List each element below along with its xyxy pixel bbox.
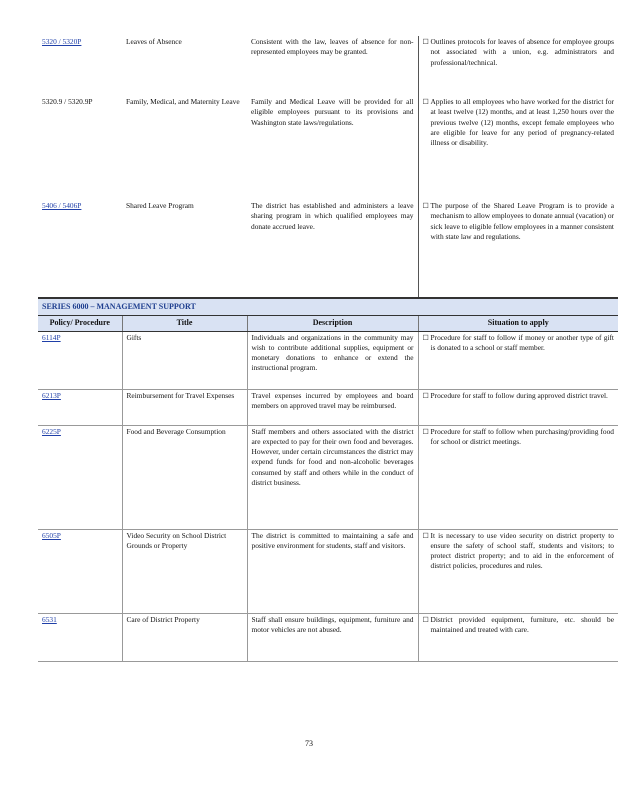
document-page xyxy=(38,36,618,662)
policy-situation: District provided equipment, furniture, etc. should be maintained and treated with care. xyxy=(430,614,614,634)
policy-title: Video Security on School District Grounds or Property xyxy=(122,529,247,613)
checkbox-bullet-icon: ☐ xyxy=(422,333,429,342)
policy-link[interactable]: 6225P xyxy=(42,426,61,436)
table-row xyxy=(38,200,618,298)
page-number: 73 xyxy=(305,739,313,748)
policy-description: Travel expenses incurred by employees and board members on approved travel may be reimbursed. xyxy=(247,389,418,425)
header-policy: Policy/ Procedure xyxy=(38,316,122,331)
policy-link[interactable]: 5406 / 5406P xyxy=(42,201,82,210)
checkbox-bullet-icon: ☐ xyxy=(422,98,429,106)
table-row xyxy=(38,389,618,425)
policy-situation: Procedure for staff to follow during approved district travel. xyxy=(430,390,608,400)
policy-description: Staff members and others associated with the district are expected to pay for their own food and beverages. However, under certain circumstances the district may expend funds for food and non-alcoholic beverages consumed by staff and others while in the conduct of district business. xyxy=(247,425,418,529)
checkbox-bullet-icon: ☐ xyxy=(422,531,429,540)
policy-link[interactable]: 6505P xyxy=(42,530,61,540)
policy-link[interactable]: 6213P xyxy=(42,390,61,400)
policy-situation: Outlines protocols for leaves of absence for employee groups not associated with a union, e.g. administrators and professional/technical. xyxy=(430,37,614,67)
policy-description: The district has established and administers a leave sharing program in which qualified employees may donate accrued leave. xyxy=(251,201,414,231)
header-description: Description xyxy=(247,316,418,331)
policy-situation: Procedure for staff to follow if money or another type of gift is donated to a school or staff member. xyxy=(430,332,614,352)
table-row xyxy=(38,529,618,613)
header-situation: Situation to apply xyxy=(418,316,618,331)
policy-situation: The purpose of the Shared Leave Program is to provide a mechanism to allow employees to donate annual (vacation) or sick leave to eligible fellow employees in a manner consistent with state law and regulations. xyxy=(430,201,614,241)
policy-situation: Procedure for staff to follow when purchasing/providing food for school or district meetings. xyxy=(430,426,614,446)
table-row xyxy=(38,613,618,661)
policy-title: Care of District Property xyxy=(122,613,247,661)
policy-situation: Applies to all employees who have worked for the district for at least twelve (12) months, and at least 1,250 hours over the previous twelve (12) months, except female employees who are eligible for leave for any period of pregnancy-related illness or disability. xyxy=(430,97,614,148)
policy-description: The district is committed to maintaining a safe and positive environment for students, staff and visitors. xyxy=(247,529,418,613)
policy-link[interactable]: 6114P xyxy=(42,332,61,342)
checkbox-bullet-icon: ☐ xyxy=(422,615,429,624)
policy-situation: It is necessary to use video security on district property to ensure the safety of school staff, students and visitors; to protect district property; and to aid in the enforcement of district policies, procedures and rules. xyxy=(430,530,614,571)
checkbox-bullet-icon: ☐ xyxy=(422,202,429,210)
series-heading: SERIES 6000 – MANAGEMENT SUPPORT xyxy=(38,298,618,316)
policy-title: Family, Medical, and Maternity Leave xyxy=(126,97,240,106)
header-title: Title xyxy=(122,316,247,331)
checkbox-bullet-icon: ☐ xyxy=(422,38,429,46)
table-header-row xyxy=(38,316,618,331)
policy-title: Shared Leave Program xyxy=(126,201,194,210)
policy-description: Staff shall ensure buildings, equipment, furniture and motor vehicles are not abused. xyxy=(247,613,418,661)
policy-title: Food and Beverage Consumption xyxy=(122,425,247,529)
table-row xyxy=(38,331,618,389)
table-row xyxy=(38,425,618,529)
table-row xyxy=(38,96,618,200)
policy-number: 5320.9 / 5320.9P xyxy=(42,97,93,106)
policy-link[interactable]: 6531 xyxy=(42,614,57,624)
checkbox-bullet-icon: ☐ xyxy=(422,391,429,400)
policy-link[interactable]: 5320 / 5320P xyxy=(42,37,82,46)
policy-table xyxy=(38,36,618,662)
table-row xyxy=(38,36,618,96)
policy-title: Reimbursement for Travel Expenses xyxy=(122,389,247,425)
policy-description: Consistent with the law, leaves of absence for non-represented employees may be granted. xyxy=(251,37,414,57)
policy-title: Leaves of Absence xyxy=(126,37,182,46)
checkbox-bullet-icon: ☐ xyxy=(422,427,429,436)
policy-description: Individuals and organizations in the community may wish to contribute additional supplies, equipment or monetary donations to enhance or extend the instructional program. xyxy=(247,331,418,389)
policy-description: Family and Medical Leave will be provided for all eligible employees pursuant to its provisions and Washington state laws/regulations. xyxy=(251,97,414,127)
policy-title: Gifts xyxy=(122,331,247,389)
series-heading-row xyxy=(38,298,618,316)
